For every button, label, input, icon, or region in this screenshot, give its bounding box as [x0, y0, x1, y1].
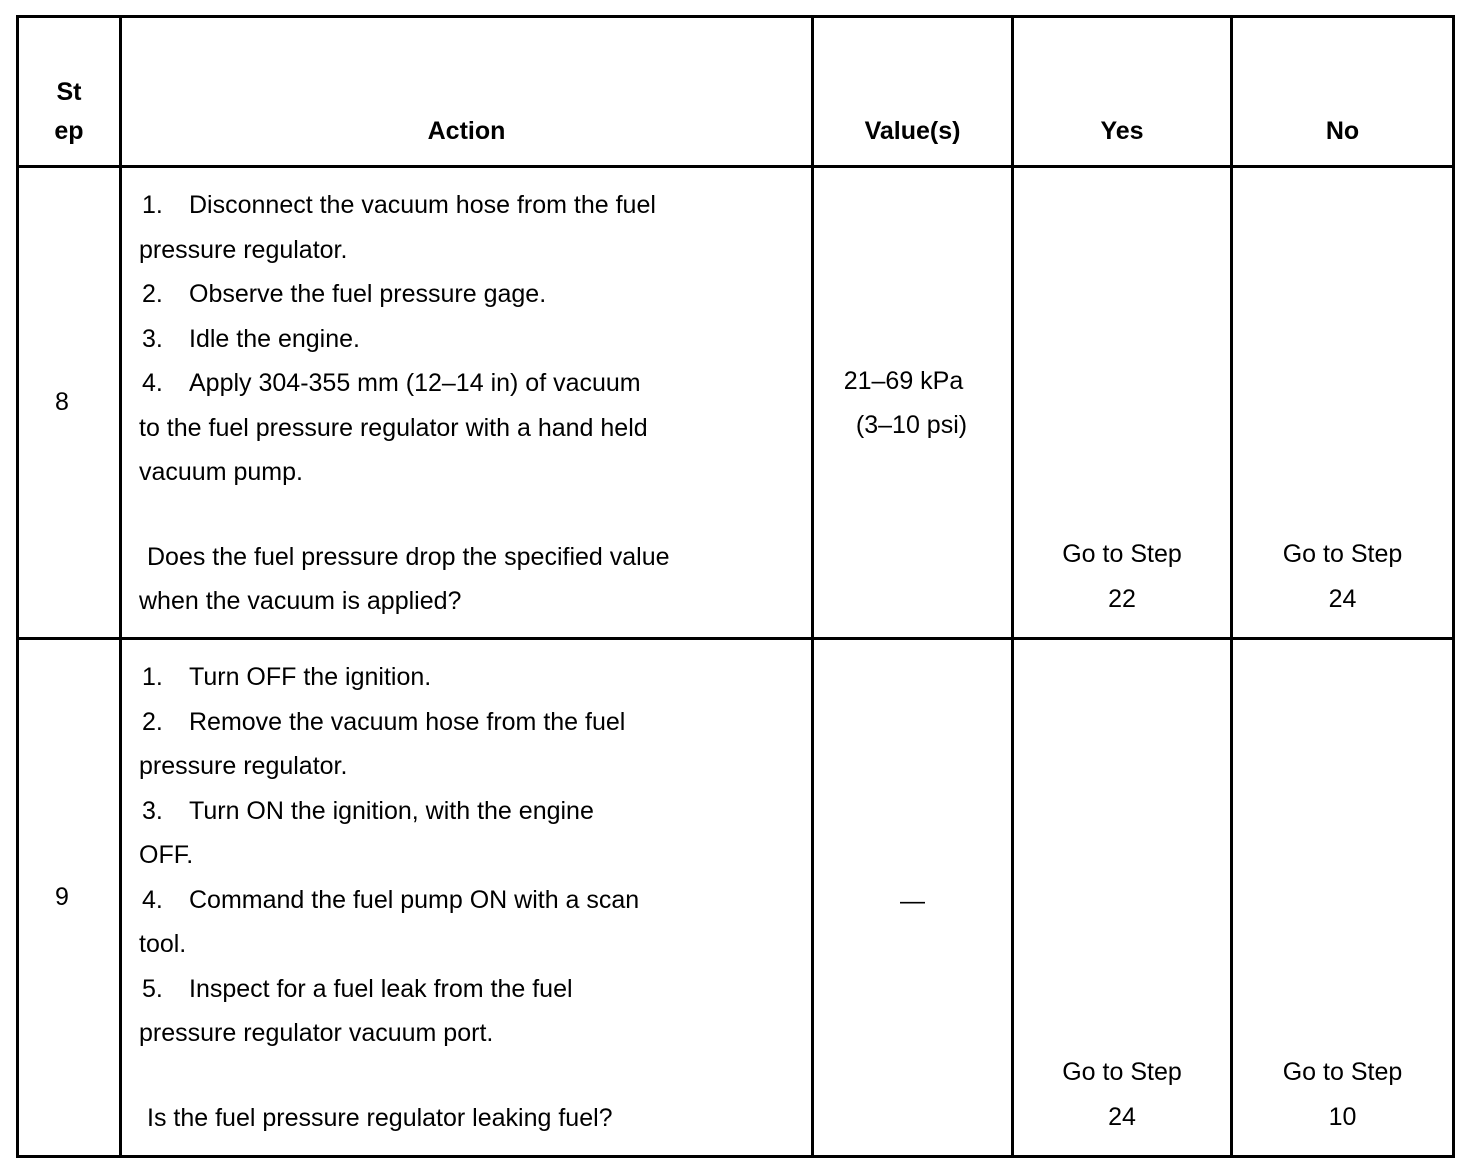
action-line [139, 922, 791, 967]
header-action: Action [121, 17, 813, 167]
value-text: — [900, 886, 925, 915]
action-line [139, 406, 791, 451]
question-line: Is the fuel pressure regulator leaking fuel? [147, 1103, 613, 1132]
action-line-text: Command the fuel pump ON with a scan [189, 885, 640, 914]
action-line-number: 1. [142, 191, 163, 219]
table-row [18, 167, 1454, 639]
action-line-text: OFF. [139, 841, 194, 869]
no-result [1232, 639, 1454, 1157]
action-line-text: Turn OFF the ignition. [189, 663, 432, 691]
diagnostic-table-wrapper [16, 15, 1452, 1155]
action-line-text: Remove the vacuum hose from the fuel [189, 707, 626, 736]
step-number: 9 [18, 639, 121, 1157]
action-line-text: to the fuel pressure regulator with a hand held [139, 413, 648, 442]
no-result-label: Go to Step [1282, 540, 1403, 568]
action-line-number: 4. [142, 885, 163, 914]
no-result-label: Go to Step [1282, 1058, 1403, 1086]
diagnostic-table [16, 15, 1455, 1158]
action-line [139, 228, 791, 273]
yes-result-step: 24 [1108, 1102, 1136, 1131]
yes-result-label: Go to Step [1062, 540, 1182, 568]
action-line [139, 789, 791, 834]
action-line [139, 1011, 791, 1056]
action-line-text: pressure regulator. [139, 235, 348, 264]
action-line-number: 2. [142, 280, 163, 308]
action-line-text: Inspect for a fuel leak from the fuel [189, 974, 573, 1003]
action-line-text: vacuum pump. [139, 458, 303, 486]
action-spacer [139, 495, 791, 535]
header-values: Value(s) [813, 17, 1013, 167]
action-cell [121, 639, 813, 1157]
action-line-text: Apply 304-355 mm (12–14 in) of vacuum [189, 369, 641, 397]
action-line-text: pressure regulator vacuum port. [139, 1019, 494, 1047]
action-line [139, 833, 791, 878]
value-cell [813, 639, 1013, 1157]
no-result-step: 10 [1328, 1102, 1357, 1131]
action-spacer [139, 1056, 791, 1096]
question-line: Does the fuel pressure drop the specified value [147, 542, 670, 571]
action-line-text: Disconnect the vacuum hose from the fuel [189, 191, 656, 219]
action-line-text: Observe the fuel pressure gage. [189, 280, 547, 308]
action-cell [121, 167, 813, 639]
yes-result [1013, 167, 1232, 639]
header-yes: Yes [1013, 17, 1232, 167]
action-line-number: 1. [142, 663, 163, 691]
yes-result-step: 22 [1108, 584, 1136, 613]
action-line [139, 878, 791, 923]
action-line [139, 744, 791, 789]
header-no: No [1232, 17, 1454, 167]
no-result [1232, 167, 1454, 639]
action-line [139, 183, 791, 228]
header-step-line-2: ep [54, 117, 84, 145]
value-cell [813, 167, 1013, 639]
action-line-number: 4. [142, 369, 163, 397]
action-line [139, 700, 791, 745]
header-step [18, 17, 121, 167]
action-line [139, 361, 791, 406]
question-line: when the vacuum is applied? [139, 587, 462, 615]
action-line-text: Turn ON the ignition, with the engine [189, 796, 594, 825]
no-result-step: 24 [1328, 584, 1357, 613]
action-line [139, 655, 791, 700]
action-line-number: 2. [142, 707, 163, 736]
yes-result [1013, 639, 1232, 1157]
table-row [18, 639, 1454, 1157]
value-text: 21–69 kPa [843, 366, 964, 395]
action-line [139, 450, 791, 495]
action-line-number: 3. [142, 324, 163, 353]
action-line-text: tool. [139, 930, 187, 958]
action-line-number: 3. [142, 796, 163, 825]
yes-result-label: Go to Step [1062, 1058, 1182, 1086]
value-text: (3–10 psi) [855, 410, 968, 439]
action-line-number: 5. [142, 974, 163, 1003]
header-step-line-1: St [56, 78, 82, 106]
action-line-text: pressure regulator. [139, 752, 348, 780]
action-line [139, 967, 791, 1012]
action-line-text: Idle the engine. [189, 324, 360, 353]
action-line [139, 317, 791, 362]
action-line [139, 272, 791, 317]
table-header-row [18, 17, 1454, 167]
step-number: 8 [18, 167, 121, 639]
